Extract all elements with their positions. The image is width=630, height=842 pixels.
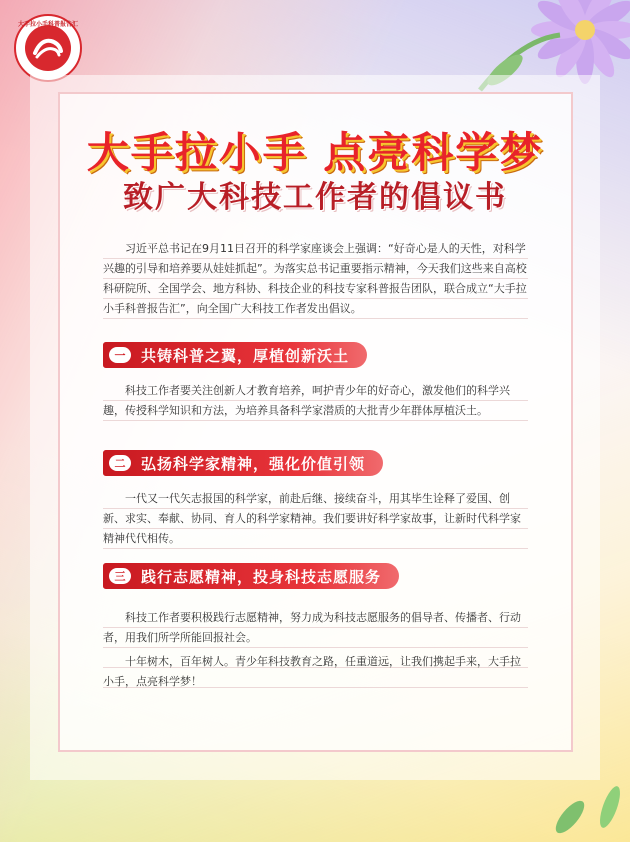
section-text-3b: 十年树木，百年树人。青少年科技教育之路，任重道远，让我们携起手来，大手拉小手，点亮科学梦！ (103, 655, 521, 688)
section-text-1: 科技工作者要关注创新人才教育培养，呵护青少年的好奇心，激发他们的科学兴趣，传授科学知识和方法，为培养具备科学家潜质的大批青少年群体厚植沃土。 (103, 384, 510, 417)
section-heading-3 (103, 563, 399, 589)
section-paragraph-2 (103, 489, 528, 549)
logo (14, 14, 82, 82)
intro-text: 习近平总书记在9月11日召开的科学家座谈会上强调：“好奇心是人的天性，对科学兴趣的引导和培养要从娃娃抓起”。为落实总书记重要指示精神，今天我们这些来自高校科研院所、全国学会、地方科协、科技企业的科技专家科普报告团队，联合成立“大手拉小手科普报告汇”，向全国广大科技工作者发出倡议。 (103, 242, 527, 315)
section-paragraph-1 (103, 381, 528, 421)
page-title: 大手拉小手 点亮科学梦 (86, 128, 544, 177)
section-number-2: 二 (109, 455, 131, 471)
leaf-decoration (520, 762, 630, 842)
section-text-3a: 科技工作者要积极践行志愿精神，努力成为科技志愿服务的倡导者、传播者、行动者，用我们所学所能回报社会。 (103, 611, 521, 644)
section-text-2: 一代又一代矢志报国的科学家，前赴后继、接续奋斗，用其毕生诠释了爱国、创新、求实、奉献、协同、育人的科学家精神。我们要讲好科学家故事，让新时代科学家精神代代相传。 (103, 492, 521, 545)
section-number-3: 三 (109, 568, 131, 584)
hands-icon (25, 25, 71, 71)
section-paragraph-3 (103, 608, 528, 692)
section-title-2: 弘扬科学家精神，强化价值引领 (141, 454, 366, 473)
intro-paragraph (103, 239, 528, 319)
section-title-3: 践行志愿精神，投身科技志愿服务 (141, 567, 382, 586)
section-heading-1 (103, 342, 367, 368)
section-title-1: 共铸科普之翼，厚植创新沃土 (141, 346, 350, 365)
section-number-1: 一 (109, 347, 131, 363)
logo-text: 大手拉小手科普报告汇 (17, 21, 78, 28)
page-subtitle: 致广大科技工作者的倡议书 (123, 180, 507, 215)
section-heading-2 (103, 450, 383, 476)
